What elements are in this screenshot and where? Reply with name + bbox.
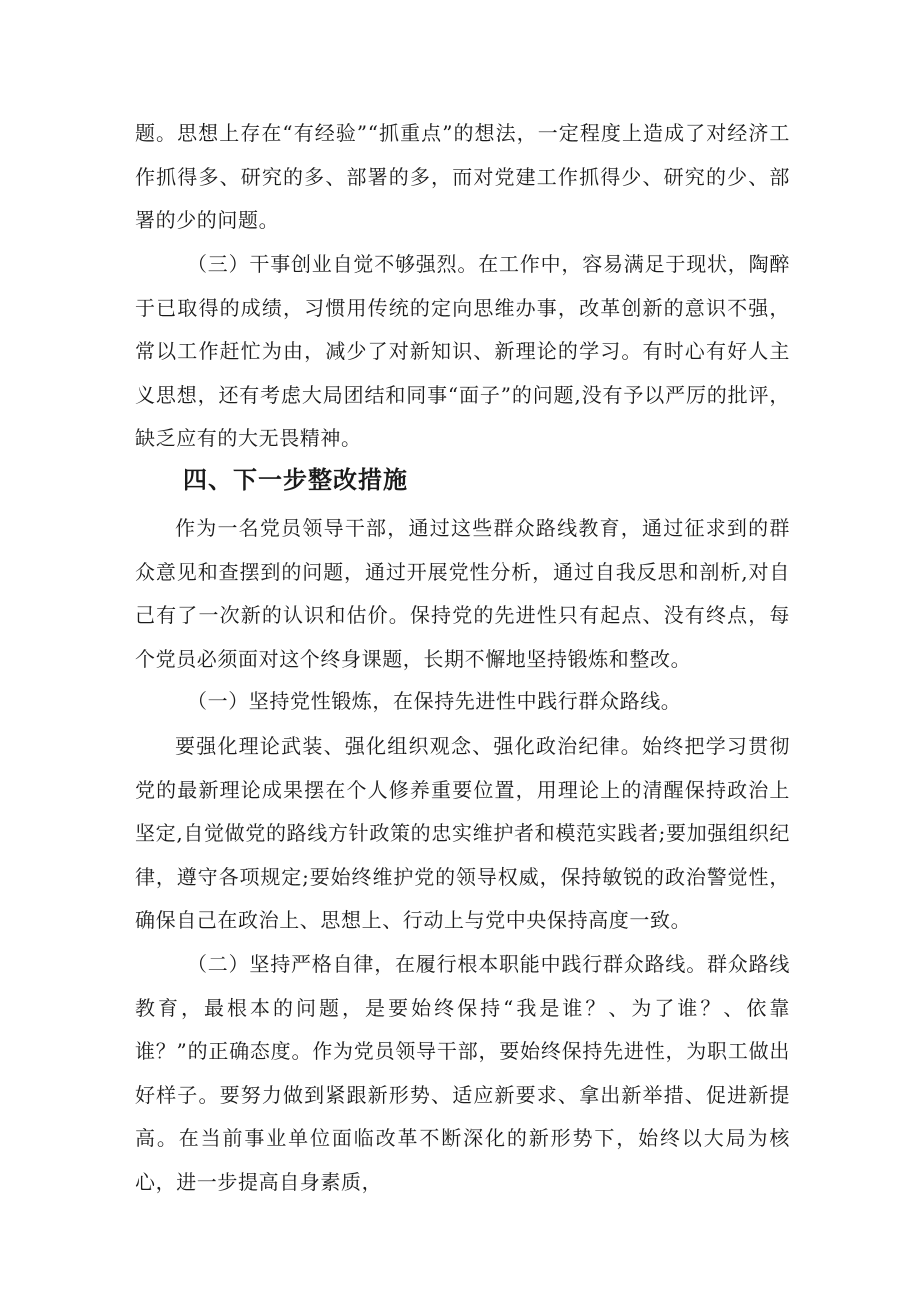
paragraph-3: 作为一名党员领导干部，通过这些群众路线教育，通过征求到的群众意见和查摆到的问题，通过开展党性分析，通过自我反思和剖析,对自己有了一次新的认识和估价。保持党的先进性只有起点、没有终点，每个党员必须面对这个终身课题，长期不懈地坚持锻炼和整改。 (135, 516, 790, 671)
paragraph-1: 题。思想上存在“有经验”“抓重点”的想法，一定程度上造成了对经济工作抓得多、研究的多、部署的多，而对党建工作抓得少、研究的少、部署的少的问题。 (135, 121, 790, 232)
section-heading: 四、下一步整改措施 (183, 466, 408, 494)
paragraph-6: （二）坚持严格自律，在履行根本职能中践行群众路线。群众路线教育，最根本的问题，是要始终保持“我是谁？、为了谁？、依靠谁？”的正确态度。作为党员领导干部，要始终保持先进性，为职工做出好样子。要努力做到紧跟新形势、适应新要求、拿出新举措、促进新提高。在当前事业单位面临改革不断深化的新形势下，始终以大局为核心，进一步提高自身素质， (135, 952, 790, 1194)
paragraph-2: （三）干事创业自觉不够强烈。在工作中，容易满足于现状，陶醉于已取得的成绩，习惯用传统的定向思维办事，改革创新的意识不强，常以工作赶忙为由，减少了对新知识、新理论的学习。有时心有好人主义思想，还有考虑大局团结和同事“面子”的问题,没有予以严厉的批评，缺乏应有的大无畏精神。 (135, 252, 790, 450)
paragraph-5: 要强化理论武装、强化组织观念、强化政治纪律。始终把学习贯彻党的最新理论成果摆在个人修养重要位置，用理论上的清醒保持政治上坚定,自觉做党的路线方针政策的忠实维护者和模范实践者;要加强组织纪律，遵守各项规定;要始终维护党的领导权威，保持敏锐的政治警觉性，确保自己在政治上、思想上、行动上与党中央保持高度一致。 (135, 734, 790, 932)
paragraph-4: （一）坚持党性锻炼，在保持先进性中践行群众路线。 (187, 689, 682, 713)
